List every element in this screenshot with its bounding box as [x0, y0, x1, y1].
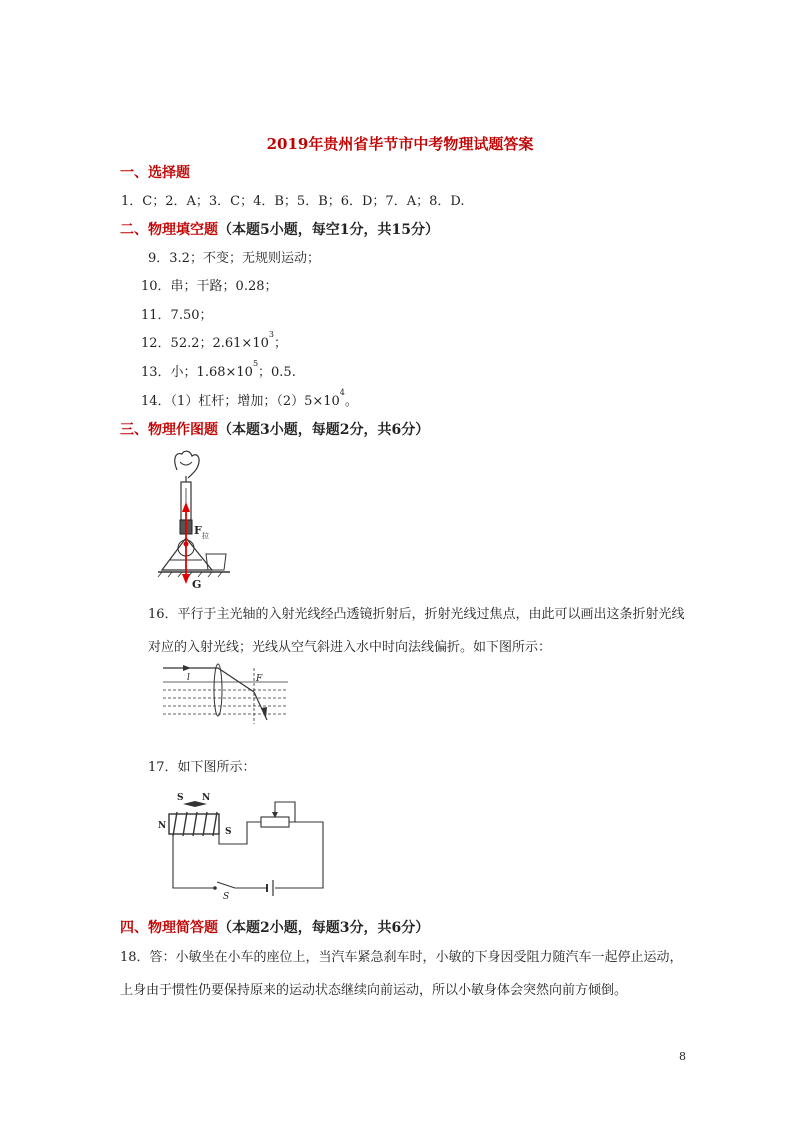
hand-finger	[180, 462, 192, 465]
answer-q12: 12．52.2；$2.61\times 10^3$；	[141, 330, 287, 351]
section-heading-choice: 一、选择题	[120, 165, 190, 181]
label-incident-l: l	[187, 673, 190, 683]
force-diagram-figure	[150, 448, 240, 593]
section-heading-short-answer: 四、物理简答题（本题2小题，每题3分，共6分）	[120, 920, 430, 936]
answer-q13: 13．小；$1.68\times 10^5$；0.5.	[141, 359, 296, 380]
answer-q11: 11．7.50；	[141, 308, 213, 323]
answer-q9: 9．3.2；不变；无规则运动；	[148, 251, 320, 266]
label-coil-n: N	[158, 821, 167, 831]
electromagnet-circuit-figure	[155, 788, 330, 900]
incident-ray-arrowhead	[183, 665, 191, 671]
label-switch-s: S	[223, 892, 230, 902]
answer-q16: 16．平行于主光轴的入射光线经凸透镜折射后，折射光线过焦点，由此可以画出这条折射光线对应的入射光线；光线从空气斜进入水中时向法线偏折。如下图所示：	[148, 607, 685, 655]
answer-choice: 1．C；2．A；3．C；4．B；5．B；6．D；7．A；8．D.	[121, 194, 465, 209]
section-heading-drawing: 三、物理作图题（本题3小题，每题2分，共6分）	[120, 422, 430, 438]
page-number: 8	[679, 1050, 686, 1063]
lens-refraction-figure	[163, 662, 288, 724]
wire-rheostat-to-battery	[275, 822, 323, 888]
label-coil-s: S	[225, 827, 232, 837]
answer-q17: 17．如下图所示：	[148, 760, 256, 775]
label-force-f: F	[194, 524, 202, 537]
gravity-arrowhead	[182, 574, 190, 584]
water-surface-lines	[163, 690, 288, 714]
answer-q18: 18．答：小敏坐在小车的座位上，当汽车紧急刹车时，小敏的下身因受阻力随汽车一起停止运动，上身由于惯性仍要保持原来的运动状态继续向前运动，所以小敏身体会突然向前方倾倒。	[120, 950, 683, 998]
answer-q14: 14．（1）杠杆；增加；$(2)5\times 10^4$。	[141, 388, 358, 409]
answer-q10: 10．串；干路；0.28；	[141, 279, 278, 294]
switch-lever	[217, 882, 235, 888]
refracted-ray-arrowhead	[261, 707, 267, 718]
label-gravity-g: G	[192, 578, 202, 591]
section-heading-fill: 二、物理填空题（本题5小题，每空1分，共15分）	[120, 222, 439, 238]
page-title: 2019年贵州省毕节市中考物理试题答案	[266, 135, 534, 153]
label-focus-f: F	[256, 674, 263, 684]
force-origin-dot	[184, 542, 189, 547]
refracted-ray-air	[218, 668, 254, 692]
label-needle-n: N	[202, 793, 211, 803]
rheostat-resistor	[261, 817, 289, 827]
label-needle-s: S	[177, 793, 184, 803]
label-force-sub: 拉	[202, 532, 209, 540]
cup-shape	[206, 554, 226, 570]
ground-hatch	[158, 572, 222, 577]
wire-switch-to-coil	[173, 834, 215, 888]
